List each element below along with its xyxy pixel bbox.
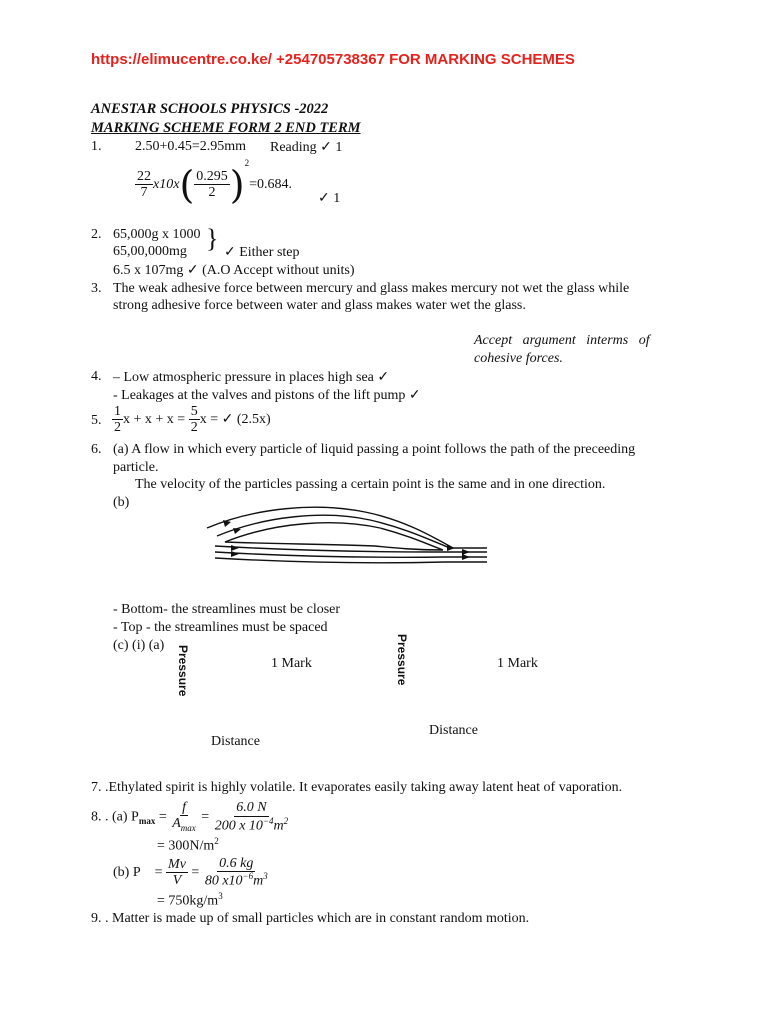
q8a-vd-unit: m xyxy=(273,818,284,834)
q8b-result xyxy=(157,891,223,910)
q5-mid: x + x + x = xyxy=(123,412,186,428)
q8b-vd-unit-exp: 3 xyxy=(263,871,268,882)
q8b-fn: Mv xyxy=(168,856,186,872)
aerofoil-streamline-diagram xyxy=(195,500,495,575)
q8a-fd-sub: max xyxy=(180,823,196,834)
q8a-vd-unit-exp: 2 xyxy=(283,815,289,826)
q3-line1: The weak adhesive force between mercury and glass makes mercury not wet the glass while xyxy=(113,281,630,296)
q8a-vd: 200 x 10 xyxy=(214,818,263,834)
q4-line2: - Leakages at the valves and pistons of the lift pump ✓ xyxy=(113,388,421,403)
q1-frac2-den: 2 xyxy=(208,185,216,201)
graph2-mark: 1 Mark xyxy=(497,656,538,671)
q8a-vd-exp: −4 xyxy=(262,815,274,826)
q6-a-line3: The velocity of the particles passing a certain point is the same and in one direction. xyxy=(135,477,606,492)
q5-end: x = ✓ (2.5x) xyxy=(199,412,271,428)
q8a-label-sub: max xyxy=(138,816,156,827)
graph1-y-label: Pressure xyxy=(176,645,190,697)
q8b-result-exp: 3 xyxy=(218,891,223,901)
q8a-eq: = xyxy=(158,809,167,825)
scheme-link[interactable]: https://elimucentre.co.ke/ +254705738367 FOR MARKING SCHEMES xyxy=(91,51,575,68)
streamline-bottom-3 xyxy=(215,558,487,563)
arrowhead xyxy=(231,545,239,551)
q1-exp: 2 xyxy=(244,158,250,168)
q4-line1: – Low atmospheric pressure in places high sea ✓ xyxy=(113,370,390,385)
q2-line3: 6.5 x 107mg ✓ (A.O Accept without units) xyxy=(113,263,355,278)
q6-number: 6. xyxy=(91,442,102,457)
arrowhead xyxy=(231,551,239,557)
q6-a-line1: (a) A flow in which every particle of liquid passing a point follows the path of the preceeding xyxy=(113,442,636,457)
streamline-top-outer xyxy=(207,507,487,548)
q6-a-line2: particle. xyxy=(113,460,159,475)
arrowhead xyxy=(447,545,455,551)
q8a-formula xyxy=(91,800,290,834)
arrowhead xyxy=(462,549,470,555)
q3-note2: cohesive forces. xyxy=(474,351,563,366)
q3-line2: strong adhesive force between water and glass makes water wet the glass. xyxy=(113,298,526,313)
q8a-fd: A xyxy=(172,816,181,832)
q1-number: 1. xyxy=(91,139,102,154)
q5-frac1-num: 1 xyxy=(114,404,121,419)
q3-note1: Accept argument interms of xyxy=(474,333,650,348)
q8b-result-text: = 750kg/m xyxy=(157,893,219,909)
q5-frac2-num: 5 xyxy=(190,404,198,419)
q5-frac1-den: 2 xyxy=(114,420,121,436)
arrowhead xyxy=(223,520,231,527)
q8b-formula xyxy=(113,856,270,889)
q1-mid: x10x xyxy=(153,177,180,192)
graph1-x-label: Distance xyxy=(211,734,260,749)
q8a-label: 8. . (a) P xyxy=(91,809,139,825)
doc-subtitle: MARKING SCHEME FORM 2 END TERM xyxy=(91,120,361,136)
q1-result: =0.684. xyxy=(249,177,292,192)
q1-frac1-den: 7 xyxy=(140,185,148,201)
streamline-bottom-2 xyxy=(215,552,487,557)
graph1-mark: 1 Mark xyxy=(271,656,312,671)
doc-title: ANESTAR SCHOOLS PHYSICS -2022 xyxy=(91,101,329,117)
q7-text: 7. .Ethylated spirit is highly volatile. It evaporates easily taking away latent heat of vaporation. xyxy=(91,780,623,795)
graph2-x-label: Distance xyxy=(429,723,478,738)
q6-c-label: (c) (i) (a) xyxy=(113,638,165,653)
q1-reading: Reading ✓ 1 xyxy=(270,140,343,155)
q8b-label: (b) P xyxy=(113,864,141,880)
q8b-vn: 0.6 kg xyxy=(219,856,254,871)
q6-top-note: - Top - the streamlines must be spaced xyxy=(113,620,328,635)
q8a-vn: 6.0 N xyxy=(236,800,267,816)
q2-brace: } xyxy=(206,224,219,253)
q9-text: 9. . Matter is made up of small particles which are in constant random motion. xyxy=(91,911,530,926)
q8a-result-exp: 2 xyxy=(214,836,219,846)
q8b-vd-exp: −6 xyxy=(242,871,254,882)
q3-number: 3. xyxy=(91,281,102,296)
q5-number: 5. xyxy=(91,413,102,428)
q8b-vd-unit: m xyxy=(253,874,264,890)
q8a-result-text: = 300N/m xyxy=(157,838,215,854)
q1-frac2-num: 0.295 xyxy=(196,168,228,184)
q1-frac1-num: 22 xyxy=(137,168,151,184)
q8a-eq2: = xyxy=(201,809,210,825)
q2-number: 2. xyxy=(91,227,102,242)
q1-tick: ✓ 1 xyxy=(318,191,341,206)
q6-b-label: (b) xyxy=(113,495,130,510)
arrowhead xyxy=(462,554,470,560)
q8b-eq: = xyxy=(154,864,163,880)
q2-line1: 65,000g x 1000 xyxy=(113,227,201,242)
q1-line: 2.50+0.45=2.95mm xyxy=(135,139,247,154)
q4-number: 4. xyxy=(91,369,102,384)
q8b-fd: V xyxy=(172,873,182,889)
q8a-result xyxy=(157,836,219,855)
q6-bottom-note: - Bottom- the streamlines must be closer xyxy=(113,602,341,617)
q2-line2: 65,00,000mg xyxy=(113,244,187,259)
q8b-eq2: = xyxy=(191,864,200,880)
q1-formula: $\frac{22}{7}$ x10x( $\frac{0.295}{2}$ )$^2$=0.684. xyxy=(137,158,292,207)
q2-either: ✓ Either step xyxy=(224,245,300,260)
q5-frac2-den: 2 xyxy=(190,420,198,436)
q5-formula xyxy=(112,404,271,436)
q8b-vd: 80 x10 xyxy=(204,874,243,890)
q8a-fn: f xyxy=(182,800,186,815)
arrowhead xyxy=(233,528,241,534)
graph2-y-label: Pressure xyxy=(395,634,409,686)
